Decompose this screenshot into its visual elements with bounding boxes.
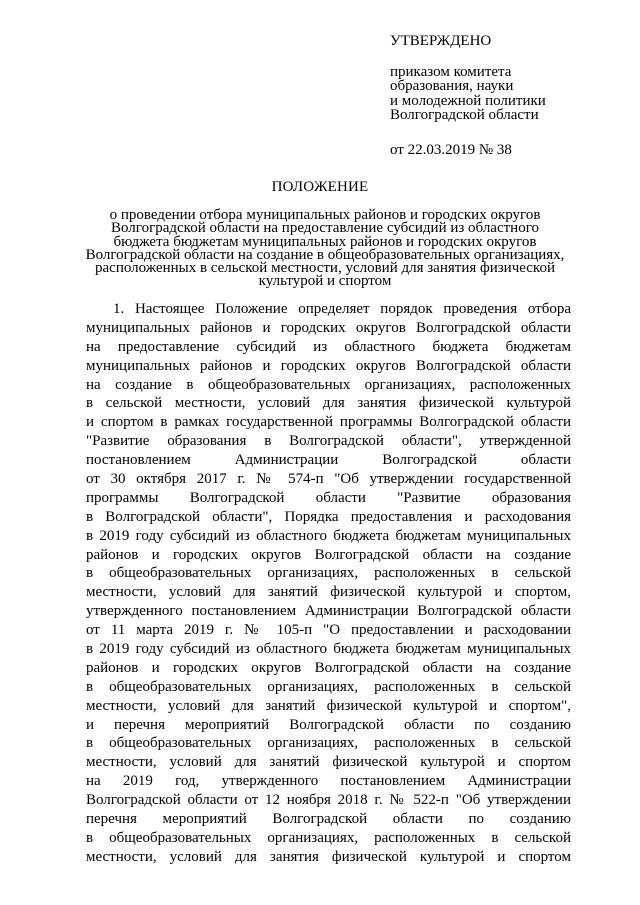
approval-line: и молодежной политики: [390, 92, 546, 109]
paragraph-line: местности, условий для занятий физической культурой и спортом",: [86, 697, 571, 714]
paragraph-line: в общеобразовательных организациях, расположенных в сельской: [86, 678, 571, 695]
paragraph-line: районов и городских округов Волгоградской области на создание: [86, 546, 571, 563]
paragraph-1: [86, 300, 571, 867]
paragraph-line: от 11 марта 2019 г. № 105-п "О предоставлении и расходовании: [86, 622, 571, 639]
paragraph-line: районов и городских округов Волгоградской области на создание: [86, 659, 571, 676]
paragraph-line: местности, условий для занятий физической культурой и спортом: [86, 754, 571, 771]
paragraph-line: в 2019 году субсидий из областного бюджета бюджетам муниципальных: [86, 527, 571, 544]
paragraph-line: в общеобразовательных организациях, расположенных в сельской: [86, 735, 571, 752]
paragraph-line: в общеобразовательных организациях, расположенных в сельской: [86, 829, 571, 846]
paragraph-line: перечня мероприятий Волгоградской области по созданию: [86, 811, 571, 828]
approval-line: образования, науки: [390, 78, 514, 94]
paragraph-line: в общеобразовательных организациях, расположенных в сельской: [86, 565, 571, 582]
subtitle-line: Волгоградской области на предоставление субсидий из областного: [111, 220, 539, 237]
subtitle-line: расположенных в сельской местности, условий для занятия физической: [95, 260, 555, 277]
paragraph-line: Волгоградской области от 12 ноября 2018 г. № 522-п "Об утверждении: [86, 792, 571, 809]
paragraph-line: в Волгоградской области", Порядка предоставления и расходования: [86, 508, 571, 525]
approval-block: [390, 34, 620, 157]
paragraph-line: на предоставление субсидий из областного бюджета бюджетам: [86, 338, 571, 355]
approval-date: от 22.03.2019 № 38: [390, 141, 512, 158]
approval-heading: УТВЕРЖДЕНО: [390, 33, 492, 49]
paragraph-line: муниципальных районов и городских округов Волгоградской области: [86, 319, 571, 336]
approval-line: Волгоградской области: [390, 107, 539, 123]
document-subtitle: [70, 209, 580, 289]
paragraph-line: от 30 октября 2017 г. № 574-п "Об утверждении государственной: [86, 471, 571, 488]
subtitle-line: Волгоградской области на создание в общеобразовательных организациях,: [85, 246, 565, 263]
paragraph-line: и спортом в рамках государственной программы Волгоградской области: [86, 414, 571, 431]
document-title: ПОЛОЖЕНИЕ: [271, 179, 369, 195]
paragraph-line: местности, условий для занятий физической культурой и спортом,: [86, 584, 571, 601]
paragraph-line: программы Волгоградской области "Развитие образования: [86, 489, 571, 506]
subtitle-line: культурой и спортом: [258, 273, 392, 290]
paragraph-line: на создание в общеобразовательных организациях, расположенных: [86, 376, 571, 393]
paragraph-line: 1. Настоящее Положение определяет порядок проведения отбора: [113, 301, 571, 317]
paragraph-line: муниципальных районов и городских округов Волгоградской области: [86, 357, 571, 374]
paragraph-line: в сельской местности, условий для занятия физической культурой: [86, 395, 571, 412]
paragraph-line: утвержденного постановлением Администрации Волгоградской области: [86, 603, 571, 620]
paragraph-line: на 2019 год, утвержденного постановлением Администрации: [86, 773, 571, 790]
subtitle-line: о проведении отбора муниципальных районов и городских округов: [109, 207, 541, 223]
paragraph-line: и перечня мероприятий Волгоградской области по созданию: [86, 716, 571, 733]
paragraph-line: в 2019 году субсидий из областного бюджета бюджетам муниципальных: [86, 641, 571, 658]
paragraph-line: постановлением Администрации Волгоградской области: [86, 452, 571, 469]
paragraph-line: "Развитие образования в Волгоградской области", утвержденной: [86, 433, 571, 450]
paragraph-line: местности, условий для занятия физической культурой и спортом: [86, 848, 571, 865]
approval-line: приказом комитета: [390, 63, 512, 80]
subtitle-line: бюджета бюджетам муниципальных районов и городских округов: [113, 233, 537, 250]
